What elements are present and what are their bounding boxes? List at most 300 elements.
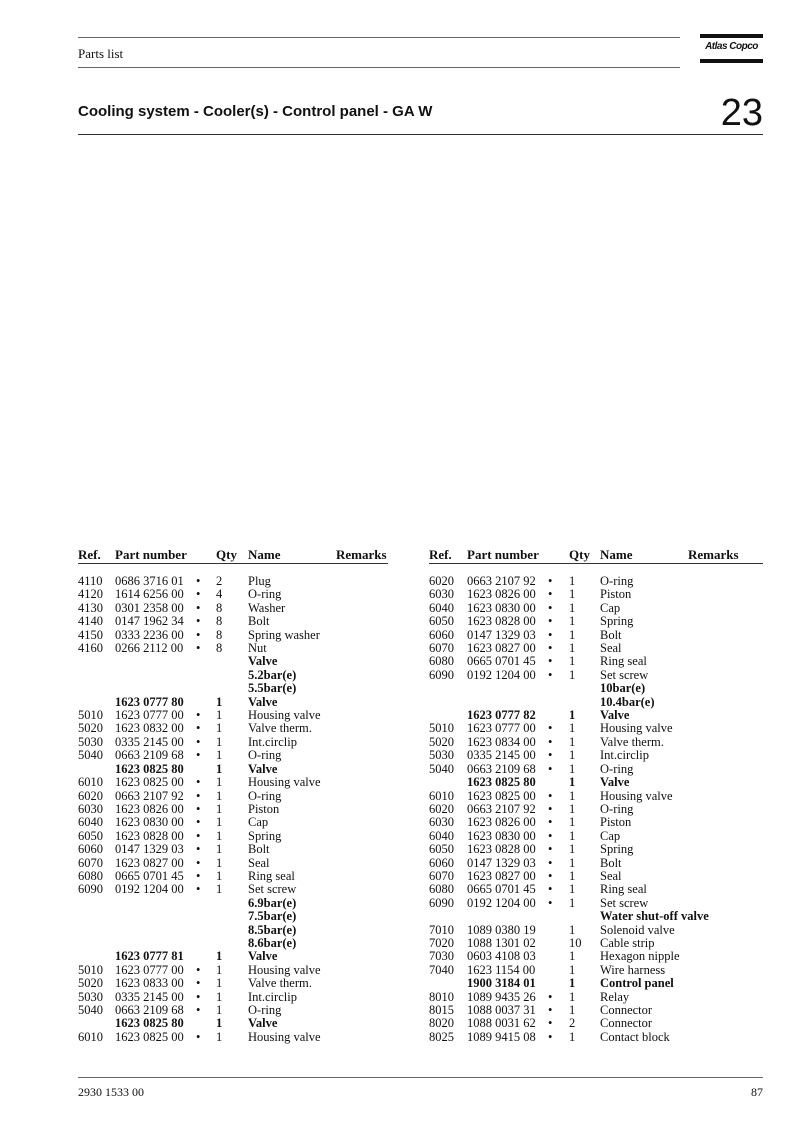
row-qty: 1 (216, 775, 223, 790)
row-qty: 1 (569, 574, 576, 588)
row-name: Connector (600, 1003, 653, 1017)
table-row (429, 696, 763, 709)
logo-bar-bottom (700, 59, 763, 63)
row-ref: 6010 (78, 1029, 103, 1044)
row-qty: 1 (569, 748, 576, 763)
row-bullet: • (196, 815, 201, 830)
row-name: O-ring (248, 587, 282, 602)
row-ref: 4110 (78, 574, 103, 588)
row-qty: 1 (569, 654, 576, 669)
row-bullet: • (196, 801, 201, 816)
table-row (78, 924, 388, 937)
row-bullet: • (196, 842, 201, 857)
row-part-number: 1623 0832 00 (115, 721, 184, 736)
row-bullet: • (548, 1003, 553, 1017)
row-name: Ring seal (248, 868, 295, 883)
section-label: Parts list (78, 46, 124, 61)
row-part-number: 1623 0833 00 (115, 976, 184, 991)
row-bullet: • (196, 614, 201, 629)
table-row (78, 642, 388, 655)
table-row (429, 629, 763, 642)
row-part-number: 0192 1204 00 (115, 882, 184, 897)
table-row (429, 749, 763, 762)
row-name: Housing valve (248, 775, 321, 790)
row-bullet: • (548, 627, 553, 642)
row-name: Nut (248, 641, 267, 656)
row-ref: 8015 (429, 1003, 454, 1017)
row-qty: 8 (216, 600, 223, 615)
row-name: Valve (248, 694, 278, 709)
table-row (429, 669, 763, 682)
row-bullet: • (548, 828, 553, 843)
table-row (78, 816, 388, 829)
row-ref: 6010 (429, 788, 454, 803)
chapter-number: 23 (720, 92, 763, 134)
row-part-number: 1623 0825 80 (115, 761, 184, 776)
table-row (78, 991, 388, 1004)
table-row (78, 682, 388, 695)
table-row (78, 897, 388, 910)
row-part-number: 0147 1329 03 (467, 627, 536, 642)
table-row (429, 883, 763, 896)
row-name: Cap (600, 600, 621, 615)
row-name: Washer (248, 600, 286, 615)
row-name: Valve (248, 761, 278, 776)
table-row (429, 642, 763, 655)
row-bullet: • (548, 667, 553, 682)
row-qty: 1 (216, 828, 223, 843)
table-row (78, 830, 388, 843)
row-qty: 1 (216, 882, 223, 897)
table-row (78, 602, 388, 615)
page-title: Cooling system - Cooler(s) - Control panel - GA W (78, 103, 433, 120)
row-name: Housing valve (600, 788, 673, 803)
table-row (429, 924, 763, 937)
row-ref: 6050 (78, 828, 103, 843)
row-name: Plug (248, 574, 271, 588)
row-bullet: • (548, 654, 553, 669)
row-name: Ring seal (600, 882, 647, 897)
row-name: Bolt (248, 614, 270, 629)
row-ref: 7020 (429, 935, 454, 950)
row-name: O-ring (248, 1003, 282, 1017)
row-name: O-ring (600, 574, 634, 588)
row-name: Spring (600, 842, 634, 857)
row-part-number: 1623 0825 80 (115, 1016, 184, 1031)
table-row (429, 816, 763, 829)
row-ref: 5020 (78, 976, 103, 991)
row-bullet: • (548, 801, 553, 816)
row-qty: 1 (569, 855, 576, 870)
row-qty: 1 (216, 868, 223, 883)
row-ref: 6090 (429, 895, 454, 910)
row-qty: 1 (569, 815, 576, 830)
row-part-number: 1623 0828 00 (115, 828, 184, 843)
row-name: O-ring (248, 748, 282, 763)
row-bullet: • (548, 882, 553, 897)
row-qty: 1 (216, 788, 223, 803)
table-row (78, 655, 388, 668)
table-row (78, 749, 388, 762)
row-bullet: • (196, 855, 201, 870)
row-qty: 2 (216, 574, 223, 588)
row-qty: 1 (569, 788, 576, 803)
col-part: Part number (115, 547, 187, 562)
row-name: Piston (600, 587, 632, 602)
row-part-number: 1623 0777 81 (115, 949, 184, 964)
row-bullet: • (196, 641, 201, 656)
row-part-number: 1623 0777 82 (467, 708, 536, 723)
row-bullet: • (548, 989, 553, 1004)
row-qty: 1 (569, 922, 576, 937)
row-ref: 6080 (78, 868, 103, 883)
row-name: Housing valve (248, 962, 321, 977)
row-part-number: 1623 0830 00 (467, 828, 536, 843)
row-name: 10bar(e) (600, 681, 646, 696)
row-part-number: 1623 0830 00 (115, 815, 184, 830)
row-part-number: 0686 3716 01 (115, 574, 184, 588)
row-qty: 1 (569, 721, 576, 736)
row-ref: 6080 (429, 654, 454, 669)
row-bullet: • (196, 734, 201, 749)
row-qty: 1 (569, 962, 576, 977)
row-qty: 1 (569, 761, 576, 776)
footer-rule (78, 1077, 763, 1078)
row-qty: 1 (216, 989, 223, 1004)
row-part-number: 1623 0825 00 (115, 1029, 184, 1044)
row-name: Contact block (600, 1029, 670, 1044)
row-bullet: • (196, 788, 201, 803)
row-name: Seal (600, 641, 622, 656)
table-row (78, 629, 388, 642)
row-name: Set screw (600, 667, 649, 682)
row-name: O-ring (600, 801, 634, 816)
row-part-number: 0663 2109 68 (115, 1003, 184, 1017)
header-top-rule (78, 37, 680, 38)
row-bullet: • (196, 828, 201, 843)
row-part-number: 1623 0826 00 (467, 587, 536, 602)
table-row (429, 615, 763, 628)
row-qty: 1 (569, 587, 576, 602)
row-ref: 8020 (429, 1016, 454, 1031)
row-name: Valve therm. (248, 721, 312, 736)
row-part-number: 1623 0825 00 (115, 775, 184, 790)
row-part-number: 0335 2145 00 (115, 734, 184, 749)
right-parts-list (429, 575, 763, 1044)
table-row (78, 964, 388, 977)
row-qty: 1 (216, 815, 223, 830)
right-header-rule (429, 563, 763, 564)
table-row (429, 843, 763, 856)
row-bullet: • (196, 587, 201, 602)
row-qty: 1 (569, 976, 576, 991)
row-part-number: 0335 2145 00 (467, 748, 536, 763)
row-part-number: 1614 6256 00 (115, 587, 184, 602)
row-ref: 6040 (429, 828, 454, 843)
row-ref: 6020 (429, 574, 454, 588)
row-ref: 5040 (429, 761, 454, 776)
row-bullet: • (196, 574, 201, 588)
row-part-number: 0663 2109 68 (115, 748, 184, 763)
row-qty: 1 (216, 801, 223, 816)
row-part-number: 1623 0834 00 (467, 734, 536, 749)
row-qty: 1 (569, 895, 576, 910)
logo-bar-top (700, 34, 763, 38)
row-part-number: 1623 0827 00 (467, 868, 536, 883)
row-bullet: • (196, 1003, 201, 1017)
row-qty: 1 (569, 868, 576, 883)
row-name: Valve therm. (600, 734, 664, 749)
row-qty: 1 (569, 614, 576, 629)
row-name: 7.5bar(e) (248, 909, 297, 924)
row-ref: 4140 (78, 614, 103, 629)
row-qty: 1 (216, 842, 223, 857)
table-row (429, 709, 763, 722)
row-bullet: • (196, 989, 201, 1004)
row-qty: 1 (216, 1016, 223, 1031)
row-name: 6.9bar(e) (248, 895, 297, 910)
table-row (429, 1031, 763, 1044)
row-name: Set screw (248, 882, 297, 897)
row-part-number: 1623 0825 00 (467, 788, 536, 803)
row-bullet: • (196, 775, 201, 790)
row-part-number: 1623 1154 00 (467, 962, 536, 977)
table-row (78, 1031, 388, 1044)
header-bottom-rule (78, 67, 680, 68)
page-number: 87 (751, 1085, 763, 1099)
row-name: Spring (600, 614, 634, 629)
row-qty: 1 (569, 667, 576, 682)
row-part-number: 1088 0031 62 (467, 1016, 536, 1031)
row-name: Housing valve (248, 1029, 321, 1044)
row-part-number: 0663 2107 92 (467, 574, 536, 588)
row-ref: 5030 (78, 989, 103, 1004)
row-ref: 5030 (429, 748, 454, 763)
row-part-number: 0301 2358 00 (115, 600, 184, 615)
row-ref: 5010 (78, 708, 103, 723)
table-row (78, 843, 388, 856)
row-ref: 8025 (429, 1029, 454, 1044)
row-bullet: • (548, 815, 553, 830)
row-ref: 6090 (78, 882, 103, 897)
row-ref: 5030 (78, 734, 103, 749)
row-bullet: • (548, 574, 553, 588)
row-qty: 1 (569, 989, 576, 1004)
row-name: Piston (248, 801, 280, 816)
row-bullet: • (196, 600, 201, 615)
table-row (429, 897, 763, 910)
row-name: Int.circlip (248, 734, 297, 749)
row-qty: 1 (569, 882, 576, 897)
table-row (78, 977, 388, 990)
row-part-number: 1623 0828 00 (467, 842, 536, 857)
table-row (78, 615, 388, 628)
row-qty: 8 (216, 641, 223, 656)
row-ref: 5020 (78, 721, 103, 736)
table-row (78, 588, 388, 601)
row-part-number: 0333 2236 00 (115, 627, 184, 642)
row-part-number: 1623 0777 00 (115, 708, 184, 723)
row-bullet: • (548, 868, 553, 883)
row-qty: 1 (569, 734, 576, 749)
table-row (429, 682, 763, 695)
row-bullet: • (196, 627, 201, 642)
table-row (429, 763, 763, 776)
row-name: O-ring (248, 788, 282, 803)
row-bullet: • (548, 1016, 553, 1031)
row-qty: 1 (216, 748, 223, 763)
row-name: Solenoid valve (600, 922, 675, 937)
row-ref: 5040 (78, 1003, 103, 1017)
row-part-number: 1623 0825 80 (467, 775, 536, 790)
row-bullet: • (548, 587, 553, 602)
row-ref: 7030 (429, 949, 454, 964)
row-name: Relay (600, 989, 630, 1004)
table-row (78, 722, 388, 735)
col-ref: Ref. (429, 547, 452, 562)
row-name: Wire harness (600, 962, 666, 977)
table-row (429, 857, 763, 870)
row-name: O-ring (600, 761, 634, 776)
table-row (429, 1017, 763, 1030)
row-name: Cap (248, 815, 269, 830)
row-bullet: • (548, 1029, 553, 1044)
table-row (78, 776, 388, 789)
row-bullet: • (548, 855, 553, 870)
row-ref: 6050 (429, 614, 454, 629)
row-ref: 5010 (78, 962, 103, 977)
row-name: Ring seal (600, 654, 647, 669)
table-row (429, 776, 763, 789)
col-remarks: Remarks (688, 547, 739, 562)
row-part-number: 1623 0777 00 (115, 962, 184, 977)
row-qty: 10 (569, 935, 582, 950)
logo-text: Atlas Copco (705, 41, 758, 52)
table-row (78, 669, 388, 682)
table-row (429, 1004, 763, 1017)
atlas-copco-logo (700, 34, 763, 66)
table-row (429, 950, 763, 963)
row-bullet: • (548, 761, 553, 776)
table-row (429, 655, 763, 668)
row-part-number: 1623 0828 00 (467, 614, 536, 629)
row-part-number: 1623 0777 00 (467, 721, 536, 736)
row-part-number: 0663 2107 92 (467, 801, 536, 816)
table-row (78, 857, 388, 870)
row-name: Seal (600, 868, 622, 883)
row-qty: 1 (216, 761, 223, 776)
row-qty: 1 (569, 641, 576, 656)
col-part: Part number (467, 547, 539, 562)
row-part-number: 0147 1329 03 (467, 855, 536, 870)
row-ref: 6030 (429, 815, 454, 830)
table-row (78, 736, 388, 749)
row-name: Seal (248, 855, 270, 870)
row-ref: 6030 (78, 801, 103, 816)
row-bullet: • (548, 641, 553, 656)
row-name: Valve (248, 1016, 278, 1031)
row-bullet: • (548, 614, 553, 629)
col-qty: Qty (216, 547, 237, 562)
table-row (78, 1017, 388, 1030)
row-name: Valve (600, 775, 630, 790)
left-header-rule (78, 563, 388, 564)
document-number: 2930 1533 00 (78, 1085, 144, 1099)
row-qty: 1 (216, 1029, 223, 1044)
row-qty: 1 (569, 1003, 576, 1017)
table-row (429, 602, 763, 615)
row-qty: 4 (216, 587, 223, 602)
row-qty: 1 (569, 708, 576, 723)
row-name: Spring (248, 828, 282, 843)
row-ref: 4150 (78, 627, 103, 642)
table-row (78, 790, 388, 803)
table-row (78, 950, 388, 963)
row-name: Water shut-off valve (600, 909, 709, 924)
row-bullet: • (548, 748, 553, 763)
table-row (78, 937, 388, 950)
row-part-number: 0663 2109 68 (467, 761, 536, 776)
table-row (78, 870, 388, 883)
col-name: Name (248, 547, 281, 562)
row-part-number: 0663 2107 92 (115, 788, 184, 803)
row-name: Cable strip (600, 935, 655, 950)
row-bullet: • (196, 962, 201, 977)
row-ref: 6070 (429, 868, 454, 883)
row-ref: 5040 (78, 748, 103, 763)
row-name: Hexagon nipple (600, 949, 680, 964)
table-row (429, 722, 763, 735)
row-part-number: 0147 1962 34 (115, 614, 184, 629)
row-part-number: 0665 0701 45 (467, 654, 536, 669)
row-bullet: • (548, 721, 553, 736)
row-ref: 5020 (429, 734, 454, 749)
left-table-header (78, 547, 388, 563)
row-ref: 6060 (429, 627, 454, 642)
table-row (429, 790, 763, 803)
row-ref: 4120 (78, 587, 103, 602)
row-part-number: 0335 2145 00 (115, 989, 184, 1004)
row-ref: 6070 (429, 641, 454, 656)
row-ref: 6040 (78, 815, 103, 830)
row-name: Bolt (248, 842, 270, 857)
row-ref: 6030 (429, 587, 454, 602)
row-part-number: 0266 2112 00 (115, 641, 184, 656)
table-row (429, 736, 763, 749)
row-part-number: 0192 1204 00 (467, 895, 536, 910)
row-bullet: • (196, 708, 201, 723)
row-qty: 1 (216, 721, 223, 736)
row-part-number: 0665 0701 45 (115, 868, 184, 883)
row-part-number: 1623 0777 80 (115, 694, 184, 709)
row-name: Valve (248, 654, 278, 669)
row-qty: 1 (569, 775, 576, 790)
row-name: Connector (600, 1016, 653, 1031)
row-bullet: • (548, 788, 553, 803)
col-ref: Ref. (78, 547, 101, 562)
row-name: Set screw (600, 895, 649, 910)
row-part-number: 1623 0826 00 (115, 801, 184, 816)
row-part-number: 1900 3184 01 (467, 976, 536, 991)
right-table-header (429, 547, 763, 563)
row-qty: 1 (216, 962, 223, 977)
row-ref: 6020 (78, 788, 103, 803)
row-name: Int.circlip (600, 748, 649, 763)
row-ref: 6010 (78, 775, 103, 790)
row-ref: 6060 (429, 855, 454, 870)
row-ref: 6040 (429, 600, 454, 615)
row-qty: 8 (216, 627, 223, 642)
